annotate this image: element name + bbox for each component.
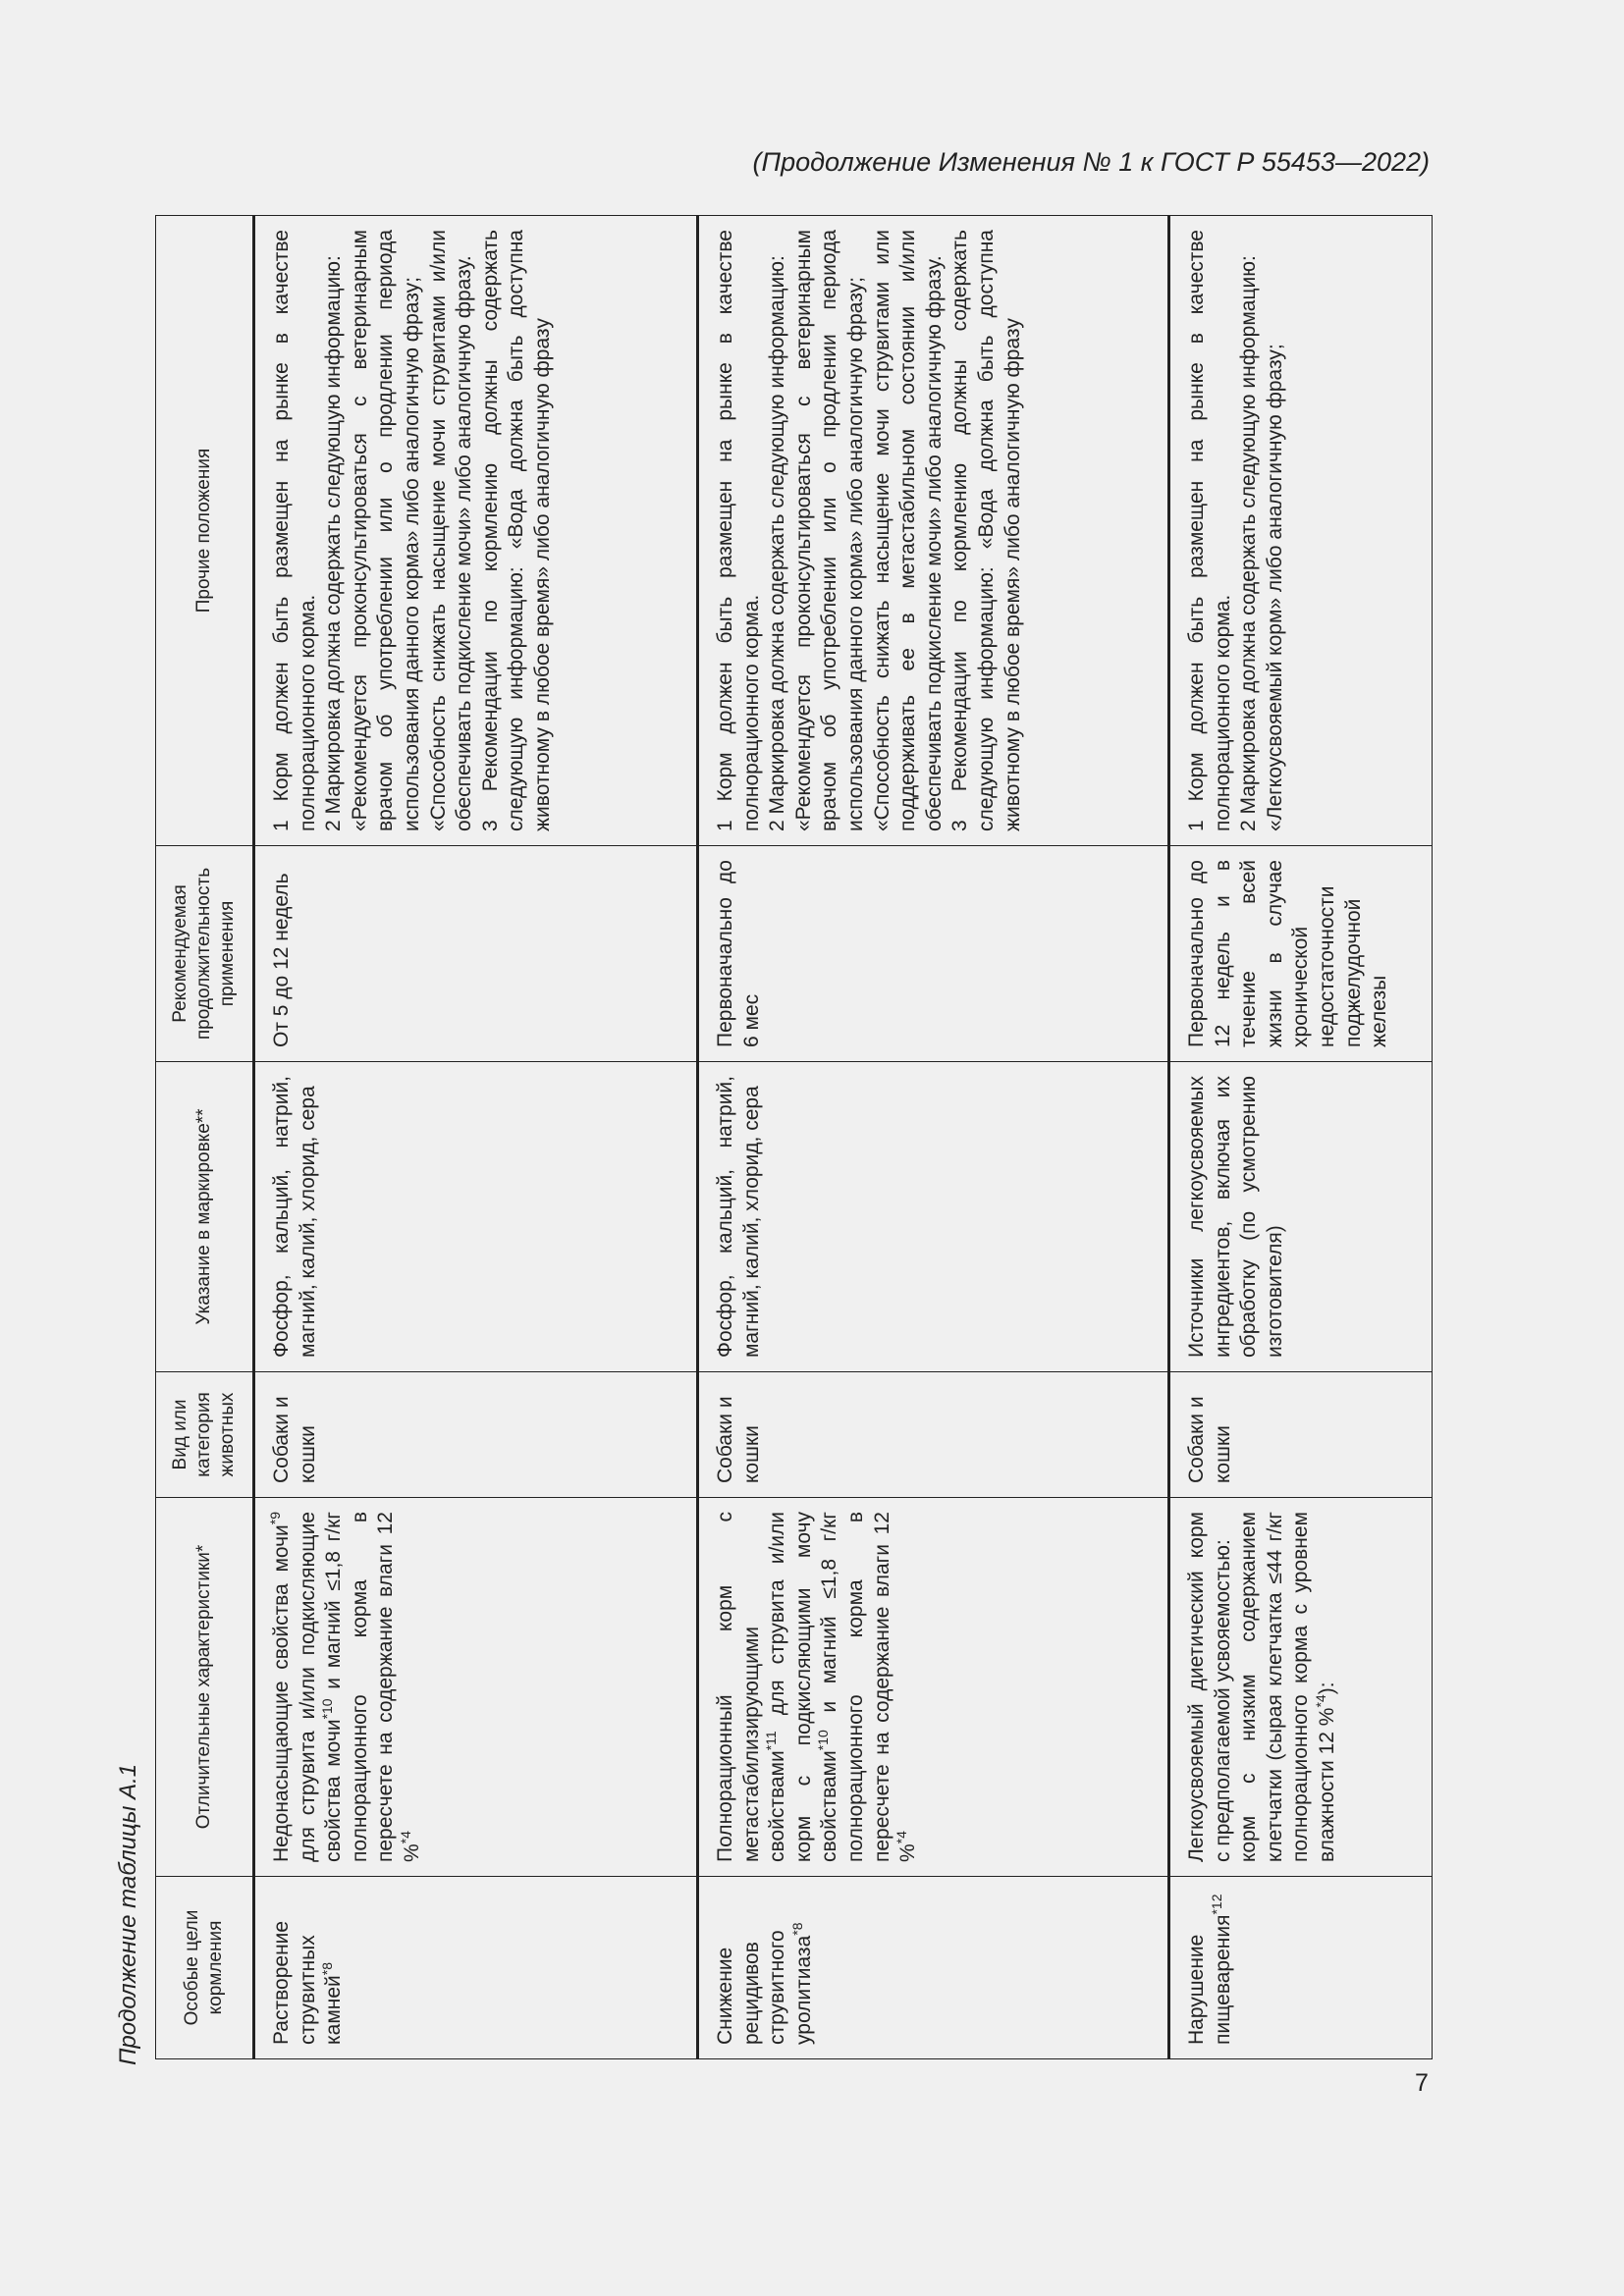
cell-other: 1 Корм должен быть размещен на рынке в качестве полнорационного корма. 2 Маркировка должна содержать следующую информацию: «Рекомендуется проконсультироваться с ветеринарным врачом об употреблении или о продлении периода использования данного корма» либо аналогичную фразу; «Способность снижать насыщение мочи струвитами или поддерживать ее в метастабильном состоянии и/или обеспечивать подкисление мочи» либо аналогичную фразу. 3 Рекомендации по кормлению должны содержать следующую информацию: «Вода должна быть доступна животному в любое время» либо аналогичную фразу — [698, 216, 1169, 846]
text-fragment: корм с низким содержанием клетчатки (сырая клетчатка ≤44 г/кг полнорационного корма с уровнем влажности 12 % — [1237, 1512, 1338, 1862]
text-fragment: и магний ≤1,8 г/кг полнорационного корма в пересчете на содержание влаги 12 % — [322, 1512, 423, 1862]
table-row — [254, 216, 698, 2059]
cell-characteristics — [698, 1498, 1169, 1877]
rotated-table-block — [109, 158, 1391, 2065]
column-header-duration: Рекомендуемая продолжительность применения — [156, 846, 254, 1062]
footnote-ref: *4 — [397, 1831, 413, 1844]
cell-duration: Первоначально до 12 недель и в течение всей жизни в случае хронической недостаточности поджелудочной железы — [1169, 846, 1433, 1062]
cell-purpose: Растворение струвитных камней$^{*8}$ — [254, 1877, 698, 2059]
text-fragment: и магний ≤1,8 г/кг полнорационного корма в пересчете на содержание влаги 12 % — [818, 1512, 920, 1862]
cell-animals: Собаки и кошки — [1169, 1372, 1433, 1498]
cell-labeling: Источники легкоусвояемых ингредиентов, включая их обработку (по усмотрению изготовителя) — [1169, 1062, 1433, 1372]
footnote-ref: *4 — [1312, 1694, 1328, 1708]
cell-purpose: Снижение рецидивов струвитного уролитиаза$^{*8}$ — [698, 1877, 1169, 2059]
column-header-purpose: Особые цели кормления — [156, 1877, 254, 2059]
table-caption: Продолжение таблицы А.1 — [115, 1763, 141, 2065]
text-fragment: ): — [1315, 1682, 1338, 1695]
text-fragment: для струвита и/или подкисляющие свойства мочи — [296, 1512, 346, 1862]
column-header-characteristics: Отличительные характеристики* — [156, 1498, 254, 1877]
document-header: (Продолжение Изменения № 1 к ГОСТ Р 55453—2022) — [752, 147, 1430, 177]
table-row — [698, 216, 1169, 2059]
footnote-ref: *9 — [267, 1512, 283, 1525]
cell-other: 1 Корм должен быть размещен на рынке в качестве полнорационного корма. 2 Маркировка должна содержать следующую информацию: «Рекомендуется проконсультироваться с ветеринарным врачом об употреблении или о продлении периода использования данного корма» либо аналогичную фразу; «Способность снижать насыщение мочи струвитами и/или обеспечивать подкисление мочи» либо аналогичную фразу. 3 Рекомендации по кормлению должны содержать следующую информацию: «Вода должна быть доступна животному в любое время» либо аналогичную фразу — [254, 216, 698, 846]
cell-other: 1 Корм должен быть размещен на рынке в качестве полнорационного корма. 2 Маркировка должна содержать следующую информацию: «Легкоусвояемый корм» либо аналогичную фразу; — [1169, 216, 1433, 846]
footnote-ref: *4 — [893, 1831, 910, 1844]
text-fragment: Полнорационный корм с метастабилизирующими свойствами — [714, 1512, 789, 1862]
cell-labeling: Фосфор, кальций, натрий, магний, калий, хлорид, сера — [254, 1062, 698, 1372]
table-header-row — [156, 216, 254, 2059]
footnote-ref: *11 — [763, 1731, 780, 1751]
page-number: 7 — [1415, 2069, 1429, 2097]
cell-animals: Собаки и кошки — [698, 1372, 1169, 1498]
requirements-table — [155, 215, 1433, 2059]
cell-duration: От 5 до 12 недель — [254, 846, 698, 1062]
footnote-ref: *10 — [815, 1730, 832, 1751]
column-header-labeling: Указание в маркировке** — [156, 1062, 254, 1372]
column-header-animals: Вид или категория животных — [156, 1372, 254, 1498]
text-fragment: для струвита и/или корм с подкисляющими мочу свойствами — [766, 1512, 841, 1862]
cell-characteristics — [254, 1498, 698, 1877]
cell-characteristics — [1169, 1498, 1433, 1877]
text-fragment: Легкоусвояемый диетический корм с предполагаемой усвояемостью: — [1185, 1512, 1234, 1862]
text-fragment: Недонасыщающие свойства мочи — [270, 1524, 293, 1862]
cell-duration: Первоначально до 6 мес — [698, 846, 1169, 1062]
table-row — [1169, 216, 1433, 2059]
cell-labeling: Фосфор, кальций, натрий, магний, калий, хлорид, сера — [698, 1062, 1169, 1372]
footnote-ref: *10 — [319, 1698, 336, 1720]
column-header-other: Прочие положения — [156, 216, 254, 846]
cell-purpose: Нарушение пищеварения$^{*12}$ — [1169, 1877, 1433, 2059]
cell-animals: Собаки и кошки — [254, 1372, 698, 1498]
